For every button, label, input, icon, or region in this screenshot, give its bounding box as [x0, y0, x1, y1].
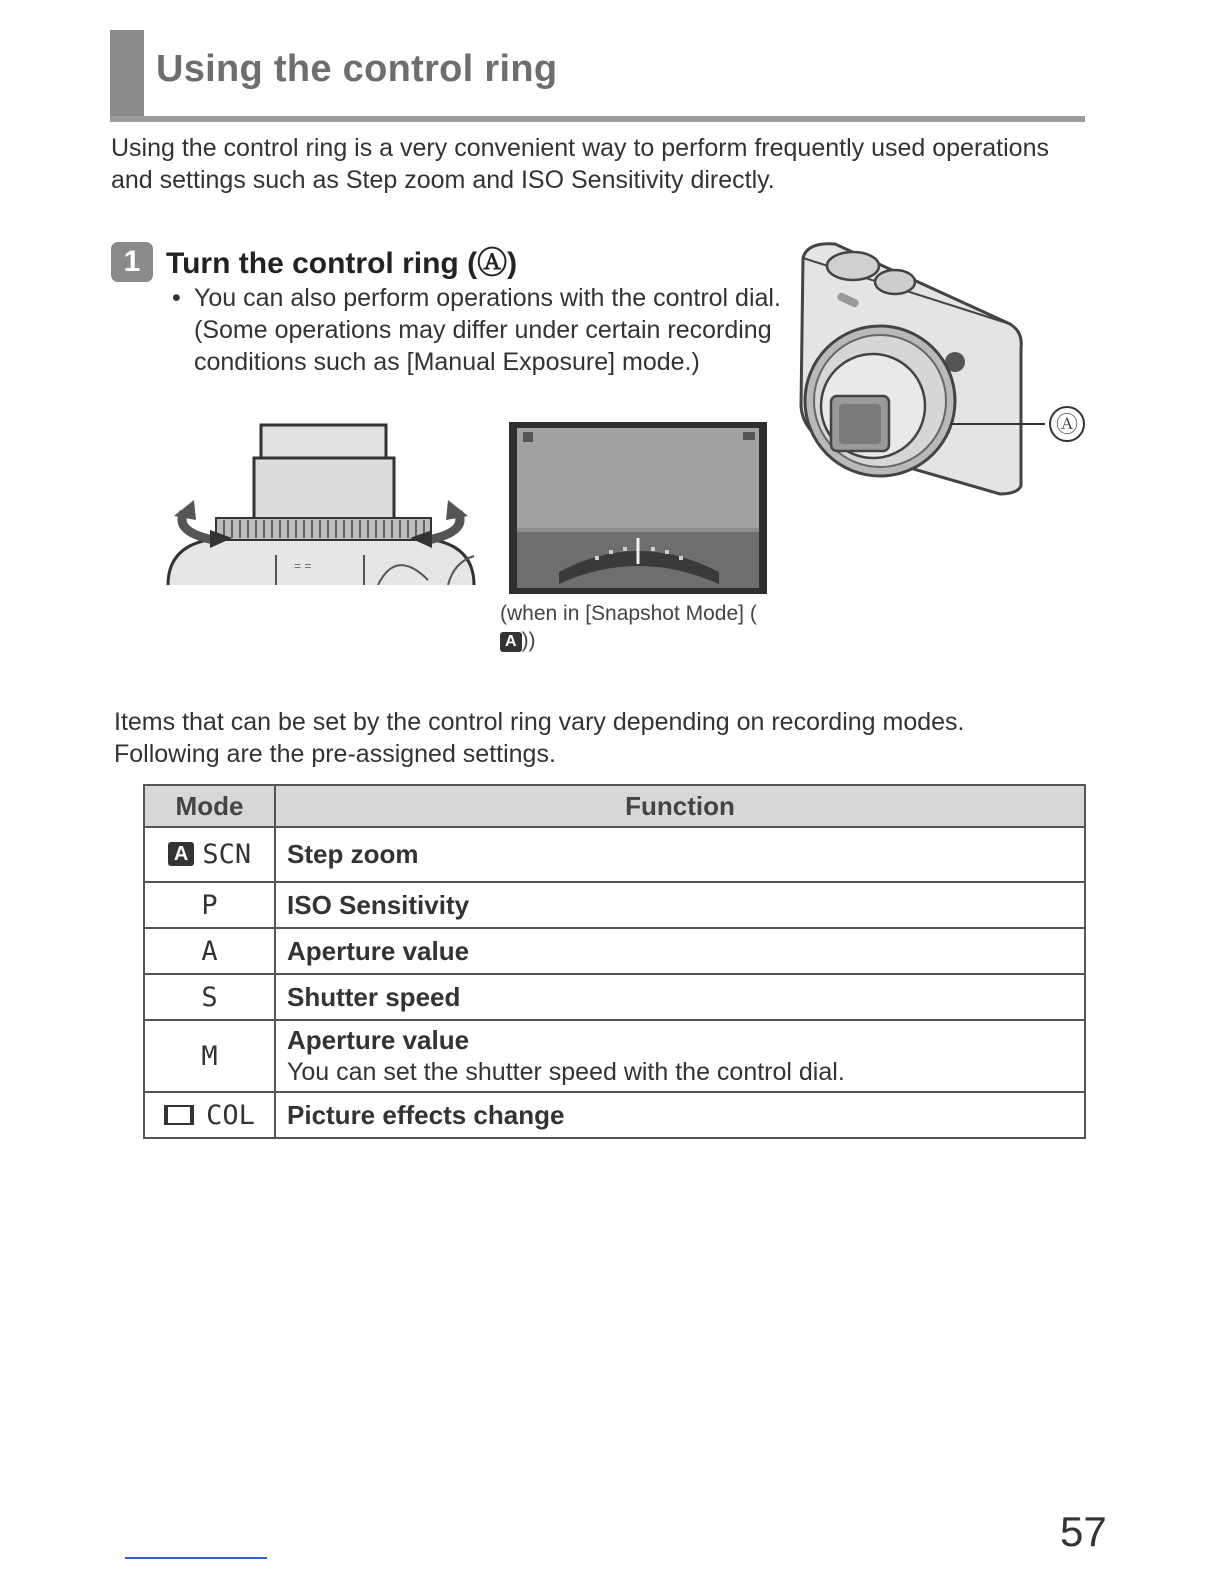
- function-cell: [275, 974, 1085, 1020]
- table-row: [144, 827, 1085, 882]
- mode-cell: [144, 827, 275, 882]
- page-title: Using the control ring: [156, 48, 558, 90]
- film-icon: [164, 1105, 194, 1125]
- function-label: Picture effects change: [287, 1099, 565, 1130]
- table-row: [144, 928, 1085, 974]
- caption-end: )): [521, 629, 536, 652]
- function-cell: [275, 827, 1085, 882]
- svg-text:= =: = =: [294, 559, 312, 573]
- mode-cell: S: [144, 974, 275, 1020]
- mode-label: COL: [206, 1099, 255, 1131]
- page-number: 57: [1060, 1508, 1107, 1555]
- intro-paragraph: Using the control ring is a very convenient way to perform frequently used operations and settings such as Step zoom and ISO Sensitivity directly.: [111, 134, 1049, 194]
- mode-column-header: Mode: [144, 785, 275, 827]
- function-cell: [275, 928, 1085, 974]
- step-bullet: [172, 282, 782, 378]
- intelligent-auto-icon: A: [168, 842, 194, 866]
- header-accent-bar: [110, 30, 144, 118]
- function-cell: [275, 1020, 1085, 1092]
- items-paragraph: Items that can be set by the control ring vary depending on recording modes. Following are the pre-assigned settings.: [114, 708, 965, 768]
- control-ring-illustration: [166, 420, 476, 585]
- step-title: Turn the control ring (Ⓐ): [166, 247, 518, 280]
- header-rule: [110, 116, 1085, 122]
- mode-cell: M: [144, 1020, 275, 1092]
- table-row: [144, 974, 1085, 1020]
- function-label: Shutter speed: [287, 981, 461, 1012]
- lcd-screen-illustration: [509, 422, 767, 594]
- function-label: ISO Sensitivity: [287, 889, 470, 920]
- step-bullet-text: You can also perform operations with the control dial. (Some operations may differ under certain recording conditions such as [Manual Exposure] mode.): [194, 284, 781, 376]
- screen-caption: [500, 600, 760, 654]
- function-label: Aperture value: [287, 1025, 470, 1055]
- control-ring-settings-table: [143, 784, 1086, 1139]
- mode-cell: [144, 1092, 275, 1138]
- function-column-header: Function: [275, 785, 1085, 827]
- function-label: Aperture value: [287, 935, 470, 966]
- mode-cell: A: [144, 928, 275, 974]
- snapshot-mode-icon: A: [500, 632, 522, 652]
- table-row: [144, 1092, 1085, 1138]
- function-cell: [275, 882, 1085, 928]
- bullet-mark: •: [172, 284, 181, 312]
- callout-a-label: Ⓐ: [1055, 412, 1079, 437]
- mode-label: SCN: [202, 839, 252, 870]
- section-header: [110, 30, 1085, 122]
- function-note: You can set the shutter speed with the control dial.: [287, 1058, 845, 1086]
- table-header-row: [144, 785, 1085, 827]
- camera-illustration: [795, 236, 1090, 498]
- table-row: [144, 1020, 1085, 1092]
- step-number-badge: 1: [111, 242, 153, 282]
- caption-text: (when in [Snapshot Mode] (: [500, 602, 757, 625]
- function-cell: [275, 1092, 1085, 1138]
- table-row: [144, 882, 1085, 928]
- mode-cell: P: [144, 882, 275, 928]
- shutter-button: [875, 270, 915, 294]
- function-label: Step zoom: [287, 839, 419, 869]
- footer-divider: [125, 1557, 267, 1559]
- mode-dial: [827, 252, 879, 280]
